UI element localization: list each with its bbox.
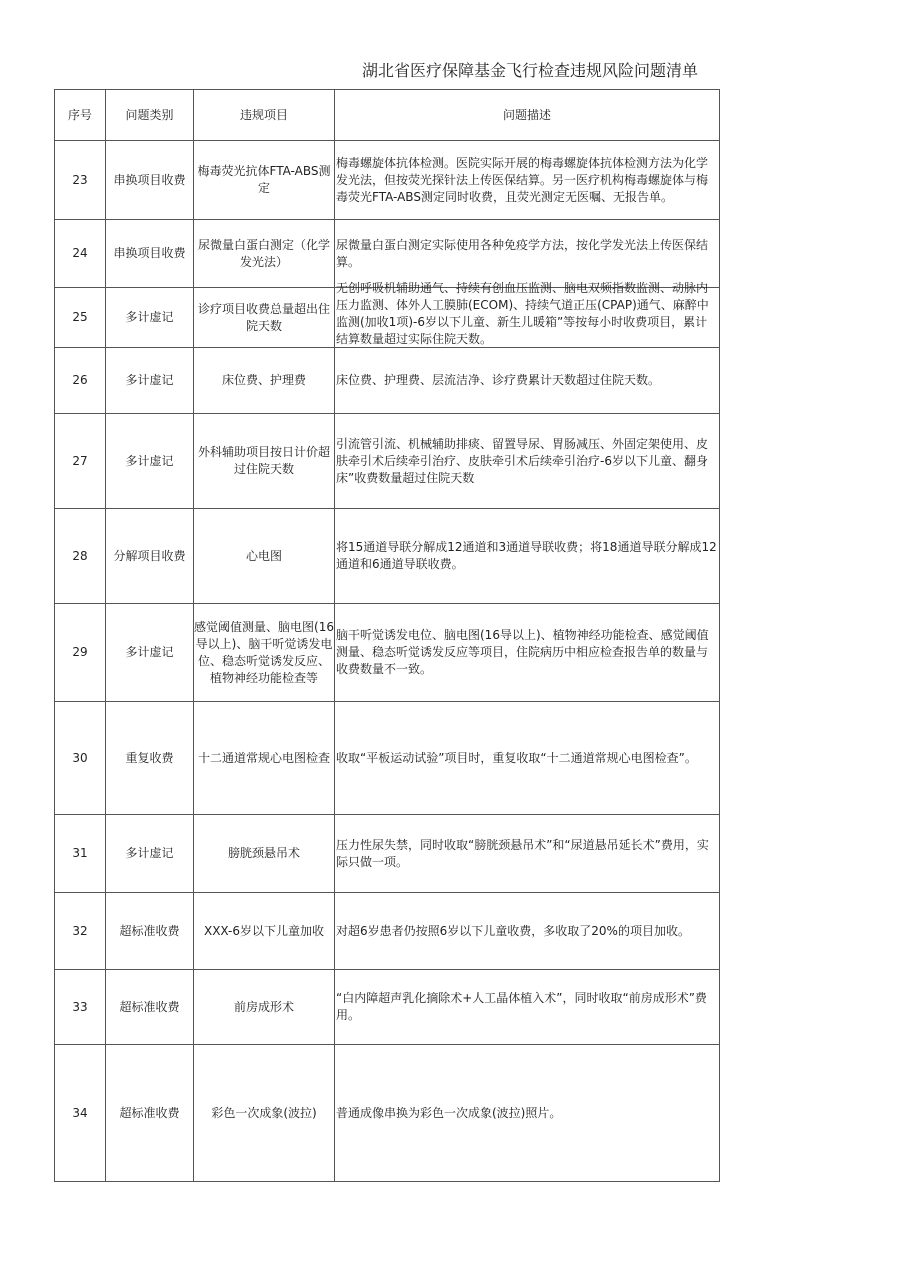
row-category: 重复收费 — [106, 702, 194, 815]
row-category: 串换项目收费 — [106, 220, 194, 288]
row-item: 十二通道常规心电图检查 — [194, 702, 335, 815]
row-category: 多计虚记 — [106, 815, 194, 893]
row-no: 24 — [55, 220, 106, 288]
row-item: 梅毒荧光抗体FTA-ABS测定 — [194, 141, 335, 220]
row-item: 前房成形术 — [194, 970, 335, 1045]
table-row — [55, 288, 720, 348]
table-row — [55, 604, 720, 702]
row-category: 串换项目收费 — [106, 141, 194, 220]
table-row — [55, 702, 720, 815]
table-row — [55, 893, 720, 970]
row-desc: 将15通道导联分解成12通道和3通道导联收费；将18通道导联分解成12通道和6通道导联收费。 — [335, 509, 720, 604]
row-item: 外科辅助项目按日计价超过住院天数 — [194, 414, 335, 509]
row-item: 床位费、护理费 — [194, 348, 335, 414]
row-no: 28 — [55, 509, 106, 604]
row-category: 超标准收费 — [106, 970, 194, 1045]
header-category: 问题类别 — [106, 90, 194, 141]
row-category: 多计虚记 — [106, 348, 194, 414]
table-row — [55, 414, 720, 509]
table-row — [55, 141, 720, 220]
row-no: 27 — [55, 414, 106, 509]
row-desc: 尿微量白蛋白测定实际使用各种免疫学方法，按化学发光法上传医保结算。 — [335, 220, 720, 288]
table-row — [55, 348, 720, 414]
row-category: 分解项目收费 — [106, 509, 194, 604]
page-title: 湖北省医疗保障基金飞行检查违规风险问题清单 — [361, 61, 698, 80]
row-item: 膀胱颈悬吊术 — [194, 815, 335, 893]
row-item: 尿微量白蛋白测定（化学发光法） — [194, 220, 335, 288]
row-desc: 床位费、护理费、层流洁净、诊疗费累计天数超过住院天数。 — [335, 348, 720, 414]
row-no: 26 — [55, 348, 106, 414]
row-desc: 压力性尿失禁，同时收取“膀胱颈悬吊术”和“尿道悬吊延长术”费用，实际只做一项。 — [335, 815, 720, 893]
row-no: 25 — [55, 288, 106, 348]
table-row — [55, 220, 720, 288]
row-no: 34 — [55, 1045, 106, 1182]
table-row — [55, 1045, 720, 1182]
row-item: 心电图 — [194, 509, 335, 604]
row-category: 多计虚记 — [106, 604, 194, 702]
row-no: 30 — [55, 702, 106, 815]
row-desc-cell — [335, 280, 720, 348]
row-item: XXX-6岁以下儿童加收 — [194, 893, 335, 970]
row-no: 32 — [55, 893, 106, 970]
row-category: 超标准收费 — [106, 1045, 194, 1182]
row-category: 超标准收费 — [106, 893, 194, 970]
row-desc: 无创呼吸机辅助通气、持续有创血压监测、脑电双频指数监测、动脉内压力监测、体外人工膜肺(ECOM)、持续气道正压(CPAP)通气、麻醉中监测(加收1项)-6岁以下儿童、新生儿暖箱”等按每小时收费项目，累计结算数量超过实际住院天数。 — [336, 280, 709, 346]
row-desc: “白内障超声乳化摘除术+人工晶体植入术”，同时收取“前房成形术”费用。 — [335, 970, 720, 1045]
table-row — [55, 815, 720, 893]
row-category: 多计虚记 — [106, 288, 194, 348]
row-desc: 脑干听觉诱发电位、脑电图(16导以上)、植物神经功能检查、感觉阈值测量、稳态听觉诱发反应等项目，住院病历中相应检查报告单的数量与收费数量不一致。 — [335, 604, 720, 702]
table-row — [55, 970, 720, 1045]
row-no: 31 — [55, 815, 106, 893]
row-desc: 对超6岁患者仍按照6岁以下儿童收费，多收取了20%的项目加收。 — [335, 893, 720, 970]
header-item: 违规项目 — [194, 90, 335, 141]
row-no: 33 — [55, 970, 106, 1045]
row-desc: 收取“平板运动试验”项目时，重复收取“十二通道常规心电图检查”。 — [335, 702, 720, 815]
row-desc: 梅毒螺旋体抗体检测。医院实际开展的梅毒螺旋体抗体检测方法为化学发光法，但按荧光探针法上传医保结算。另一医疗机构梅毒螺旋体与梅毒荧光FTA-ABS测定同时收费，且荧光测定无医嘱、无报告单。 — [335, 141, 720, 220]
header-row — [55, 90, 720, 141]
row-desc-clip — [336, 280, 719, 347]
row-no: 23 — [55, 141, 106, 220]
row-desc: 普通成像串换为彩色一次成象(波拉)照片。 — [335, 1045, 720, 1182]
row-category: 多计虚记 — [106, 414, 194, 509]
header-no: 序号 — [55, 90, 106, 141]
row-item: 彩色一次成象(波拉) — [194, 1045, 335, 1182]
row-item: 诊疗项目收费总量超出住院天数 — [194, 288, 335, 348]
row-no: 29 — [55, 604, 106, 702]
table-row — [55, 509, 720, 604]
header-desc: 问题描述 — [335, 90, 720, 141]
risk-table — [54, 89, 720, 1182]
row-desc: 引流管引流、机械辅助排痰、留置导尿、胃肠减压、外固定架使用、皮肤牵引术后续牵引治疗、皮肤牵引术后续牵引治疗-6岁以下儿童、翻身床”收费数量超过住院天数 — [335, 414, 720, 509]
row-item: 感觉阈值测量、脑电图(16导以上)、脑干听觉诱发电位、稳态听觉诱发反应、植物神经功能检查等 — [194, 604, 335, 702]
